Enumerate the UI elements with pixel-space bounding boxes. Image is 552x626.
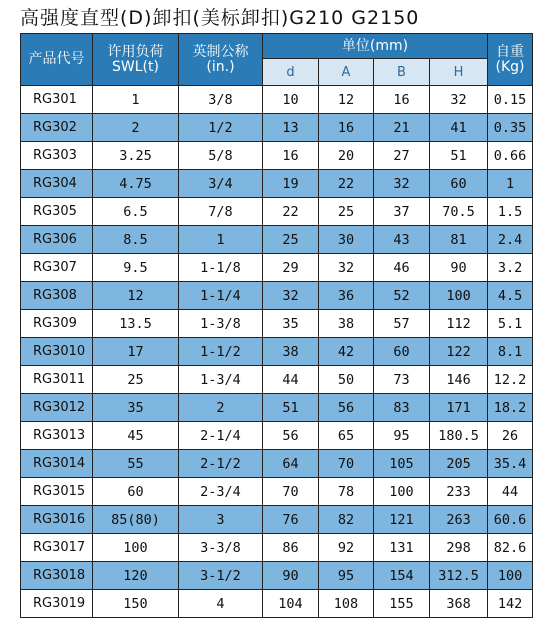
table-row bbox=[21, 310, 533, 338]
a-cell: 30 bbox=[319, 226, 374, 254]
size-cell: 2-3/4 bbox=[179, 478, 263, 506]
header-weight-line1: 自重 bbox=[496, 43, 525, 60]
h-cell: 205 bbox=[430, 450, 488, 478]
a-cell: 32 bbox=[319, 254, 374, 282]
weight-cell: 0.66 bbox=[488, 142, 533, 170]
table-row bbox=[21, 338, 533, 366]
a-cell: 42 bbox=[319, 338, 374, 366]
size-cell: 7/8 bbox=[179, 198, 263, 226]
weight-cell: 8.1 bbox=[488, 338, 533, 366]
size-cell: 5/8 bbox=[179, 142, 263, 170]
b-cell: 154 bbox=[374, 562, 430, 590]
header-size bbox=[179, 34, 263, 86]
d-cell: 25 bbox=[263, 226, 319, 254]
h-cell: 312.5 bbox=[430, 562, 488, 590]
weight-cell: 142 bbox=[488, 590, 533, 618]
b-cell: 21 bbox=[374, 114, 430, 142]
a-cell: 12 bbox=[319, 86, 374, 114]
h-cell: 51 bbox=[430, 142, 488, 170]
page-title: 高强度直型(D)卸扣(美标卸扣)G210 G2150 bbox=[20, 7, 420, 29]
table-row bbox=[21, 590, 533, 618]
model-cell: RG3014 bbox=[21, 450, 93, 478]
spec-table bbox=[20, 33, 533, 618]
model-cell: RG302 bbox=[21, 114, 93, 142]
d-cell: 104 bbox=[263, 590, 319, 618]
swl-cell: 1 bbox=[93, 86, 179, 114]
b-cell: 32 bbox=[374, 170, 430, 198]
swl-cell: 8.5 bbox=[93, 226, 179, 254]
model-cell: RG3011 bbox=[21, 366, 93, 394]
model-cell: RG3010 bbox=[21, 338, 93, 366]
swl-cell: 12 bbox=[93, 282, 179, 310]
size-cell: 4 bbox=[179, 590, 263, 618]
b-cell: 83 bbox=[374, 394, 430, 422]
size-cell: 1-1/8 bbox=[179, 254, 263, 282]
weight-cell: 26 bbox=[488, 422, 533, 450]
weight-cell: 60.6 bbox=[488, 506, 533, 534]
table-row bbox=[21, 226, 533, 254]
table-row bbox=[21, 114, 533, 142]
model-cell: RG308 bbox=[21, 282, 93, 310]
model-cell: RG3012 bbox=[21, 394, 93, 422]
h-cell: 90 bbox=[430, 254, 488, 282]
table-row bbox=[21, 198, 533, 226]
model-cell: RG306 bbox=[21, 226, 93, 254]
h-cell: 171 bbox=[430, 394, 488, 422]
table-row bbox=[21, 478, 533, 506]
h-cell: 146 bbox=[430, 366, 488, 394]
d-cell: 86 bbox=[263, 534, 319, 562]
b-cell: 95 bbox=[374, 422, 430, 450]
size-cell: 1/2 bbox=[179, 114, 263, 142]
h-cell: 100 bbox=[430, 282, 488, 310]
table-row bbox=[21, 534, 533, 562]
model-cell: RG3017 bbox=[21, 534, 93, 562]
weight-cell: 18.2 bbox=[488, 394, 533, 422]
h-cell: 233 bbox=[430, 478, 488, 506]
weight-cell: 0.15 bbox=[488, 86, 533, 114]
table-row bbox=[21, 366, 533, 394]
size-cell: 3/4 bbox=[179, 170, 263, 198]
d-cell: 35 bbox=[263, 310, 319, 338]
weight-cell: 2.4 bbox=[488, 226, 533, 254]
d-cell: 19 bbox=[263, 170, 319, 198]
size-cell: 3-3/8 bbox=[179, 534, 263, 562]
weight-cell: 4.5 bbox=[488, 282, 533, 310]
swl-cell: 25 bbox=[93, 366, 179, 394]
weight-cell: 5.1 bbox=[488, 310, 533, 338]
header-weight bbox=[488, 34, 533, 86]
h-cell: 70.5 bbox=[430, 198, 488, 226]
d-cell: 76 bbox=[263, 506, 319, 534]
size-cell: 1-1/4 bbox=[179, 282, 263, 310]
size-cell: 3/8 bbox=[179, 86, 263, 114]
swl-cell: 2 bbox=[93, 114, 179, 142]
size-cell: 1-3/4 bbox=[179, 366, 263, 394]
model-cell: RG307 bbox=[21, 254, 93, 282]
table-row bbox=[21, 142, 533, 170]
a-cell: 38 bbox=[319, 310, 374, 338]
model-cell: RG3013 bbox=[21, 422, 93, 450]
h-cell: 41 bbox=[430, 114, 488, 142]
header-swl-line2: SWL(t) bbox=[112, 58, 159, 75]
weight-cell: 100 bbox=[488, 562, 533, 590]
swl-cell: 55 bbox=[93, 450, 179, 478]
swl-cell: 150 bbox=[93, 590, 179, 618]
d-cell: 22 bbox=[263, 198, 319, 226]
b-cell: 43 bbox=[374, 226, 430, 254]
header-weight-line2: (Kg) bbox=[495, 58, 525, 75]
weight-cell: 44 bbox=[488, 478, 533, 506]
weight-cell: 0.35 bbox=[488, 114, 533, 142]
size-cell: 1-3/8 bbox=[179, 310, 263, 338]
size-cell: 2-1/4 bbox=[179, 422, 263, 450]
d-cell: 38 bbox=[263, 338, 319, 366]
size-cell: 3 bbox=[179, 506, 263, 534]
model-cell: RG304 bbox=[21, 170, 93, 198]
swl-cell: 85(80) bbox=[93, 506, 179, 534]
header-size-line2: (in.) bbox=[206, 58, 235, 75]
d-cell: 29 bbox=[263, 254, 319, 282]
d-cell: 44 bbox=[263, 366, 319, 394]
b-cell: 60 bbox=[374, 338, 430, 366]
d-cell: 32 bbox=[263, 282, 319, 310]
weight-cell: 1 bbox=[488, 170, 533, 198]
swl-cell: 120 bbox=[93, 562, 179, 590]
b-cell: 46 bbox=[374, 254, 430, 282]
d-cell: 10 bbox=[263, 86, 319, 114]
h-cell: 263 bbox=[430, 506, 488, 534]
header-swl-line1: 许用负荷 bbox=[107, 43, 164, 60]
size-cell: 1-1/2 bbox=[179, 338, 263, 366]
model-cell: RG305 bbox=[21, 198, 93, 226]
table-row bbox=[21, 394, 533, 422]
swl-cell: 60 bbox=[93, 478, 179, 506]
b-cell: 16 bbox=[374, 86, 430, 114]
swl-cell: 35 bbox=[93, 394, 179, 422]
size-cell: 3-1/2 bbox=[179, 562, 263, 590]
weight-cell: 35.4 bbox=[488, 450, 533, 478]
swl-cell: 3.25 bbox=[93, 142, 179, 170]
table-row bbox=[21, 450, 533, 478]
a-cell: 78 bbox=[319, 478, 374, 506]
table-body bbox=[21, 86, 533, 618]
a-cell: 82 bbox=[319, 506, 374, 534]
a-cell: 92 bbox=[319, 534, 374, 562]
h-cell: 122 bbox=[430, 338, 488, 366]
model-cell: RG301 bbox=[21, 86, 93, 114]
a-cell: 70 bbox=[319, 450, 374, 478]
model-cell: RG3015 bbox=[21, 478, 93, 506]
table-row bbox=[21, 170, 533, 198]
b-cell: 155 bbox=[374, 590, 430, 618]
a-cell: 56 bbox=[319, 394, 374, 422]
header-unit: 单位(mm) bbox=[263, 34, 488, 59]
model-cell: RG309 bbox=[21, 310, 93, 338]
d-cell: 70 bbox=[263, 478, 319, 506]
h-cell: 112 bbox=[430, 310, 488, 338]
a-cell: 25 bbox=[319, 198, 374, 226]
swl-cell: 45 bbox=[93, 422, 179, 450]
b-cell: 100 bbox=[374, 478, 430, 506]
b-cell: 121 bbox=[374, 506, 430, 534]
table-row bbox=[21, 282, 533, 310]
b-cell: 105 bbox=[374, 450, 430, 478]
b-cell: 52 bbox=[374, 282, 430, 310]
a-cell: 22 bbox=[319, 170, 374, 198]
size-cell: 2 bbox=[179, 394, 263, 422]
swl-cell: 17 bbox=[93, 338, 179, 366]
swl-cell: 4.75 bbox=[93, 170, 179, 198]
d-cell: 51 bbox=[263, 394, 319, 422]
table-row bbox=[21, 86, 533, 114]
weight-cell: 3.2 bbox=[488, 254, 533, 282]
a-cell: 65 bbox=[319, 422, 374, 450]
weight-cell: 82.6 bbox=[488, 534, 533, 562]
swl-cell: 9.5 bbox=[93, 254, 179, 282]
size-cell: 1 bbox=[179, 226, 263, 254]
table-row bbox=[21, 562, 533, 590]
b-cell: 73 bbox=[374, 366, 430, 394]
size-cell: 2-1/2 bbox=[179, 450, 263, 478]
header-col-b: B bbox=[374, 59, 430, 86]
d-cell: 90 bbox=[263, 562, 319, 590]
model-cell: RG303 bbox=[21, 142, 93, 170]
header-model: 产品代号 bbox=[21, 34, 93, 86]
h-cell: 368 bbox=[430, 590, 488, 618]
b-cell: 37 bbox=[374, 198, 430, 226]
d-cell: 13 bbox=[263, 114, 319, 142]
weight-cell: 1.5 bbox=[488, 198, 533, 226]
d-cell: 64 bbox=[263, 450, 319, 478]
a-cell: 50 bbox=[319, 366, 374, 394]
header-col-d: d bbox=[263, 59, 319, 86]
a-cell: 36 bbox=[319, 282, 374, 310]
b-cell: 27 bbox=[374, 142, 430, 170]
b-cell: 131 bbox=[374, 534, 430, 562]
table-row bbox=[21, 254, 533, 282]
d-cell: 16 bbox=[263, 142, 319, 170]
b-cell: 57 bbox=[374, 310, 430, 338]
header-col-a: A bbox=[319, 59, 374, 86]
header-col-h: H bbox=[430, 59, 488, 86]
table-row bbox=[21, 422, 533, 450]
model-cell: RG3016 bbox=[21, 506, 93, 534]
d-cell: 56 bbox=[263, 422, 319, 450]
weight-cell: 12.2 bbox=[488, 366, 533, 394]
h-cell: 81 bbox=[430, 226, 488, 254]
swl-cell: 6.5 bbox=[93, 198, 179, 226]
h-cell: 298 bbox=[430, 534, 488, 562]
swl-cell: 13.5 bbox=[93, 310, 179, 338]
a-cell: 95 bbox=[319, 562, 374, 590]
h-cell: 180.5 bbox=[430, 422, 488, 450]
table-row bbox=[21, 506, 533, 534]
header-size-line1: 英制公称 bbox=[192, 43, 249, 60]
h-cell: 32 bbox=[430, 86, 488, 114]
model-cell: RG3019 bbox=[21, 590, 93, 618]
h-cell: 60 bbox=[430, 170, 488, 198]
swl-cell: 100 bbox=[93, 534, 179, 562]
a-cell: 20 bbox=[319, 142, 374, 170]
a-cell: 16 bbox=[319, 114, 374, 142]
header-swl bbox=[93, 34, 179, 86]
model-cell: RG3018 bbox=[21, 562, 93, 590]
a-cell: 108 bbox=[319, 590, 374, 618]
